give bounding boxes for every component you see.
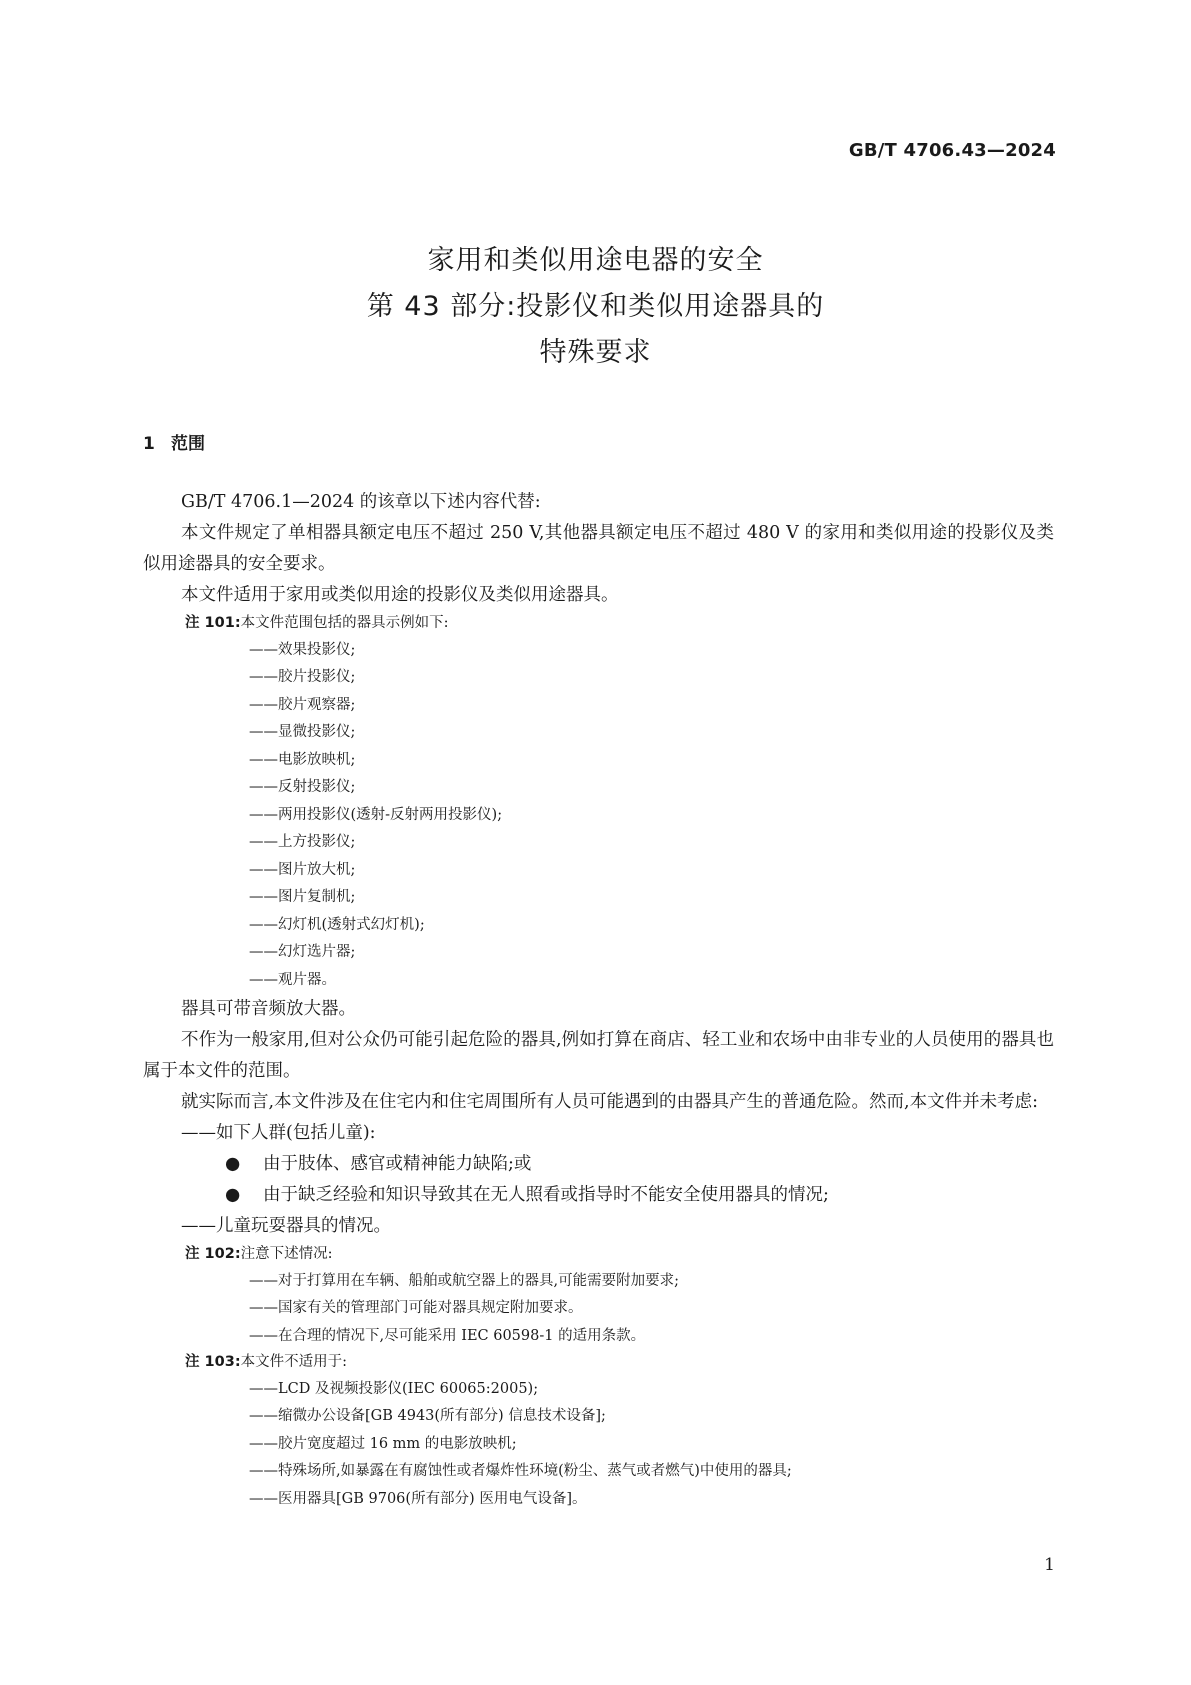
list-item: ——上方投影仪;	[249, 834, 356, 850]
bullet-icon: ●	[225, 1154, 241, 1174]
title-line-2: 第 43 部分:投影仪和类似用途器具的	[366, 291, 825, 322]
note-text: 本文件范围包括的器具示例如下:	[240, 615, 449, 631]
paragraph: 本文件规定了单相器具额定电压不超过 250 V,其他器具额定电压不超过 480 V 的家用和类似用途的投影仪及类似用途器具的安全要求。	[143, 523, 1054, 574]
note-103	[185, 1350, 1054, 1376]
standard-number: GB/T 4706.43—2024	[848, 140, 1056, 161]
note-label: 注 101:	[185, 615, 241, 631]
bullet-text: 由于缺乏经验和知识导致其在无人照看或指导时不能安全使用器具的情况;	[263, 1185, 829, 1205]
list-item: ——特殊场所,如暴露在有腐蚀性或者爆炸性环境(粉尘、蒸气或者燃气)中使用的器具;	[249, 1463, 792, 1479]
list-item: ——图片放大机;	[249, 861, 356, 878]
dash-item: ——儿童玩耍器具的情况。	[181, 1216, 391, 1236]
note-label: 注 103:	[185, 1354, 241, 1370]
list-item: ——效果投影仪;	[249, 641, 356, 658]
paragraph: 器具可带音频放大器。	[181, 999, 356, 1019]
paragraph: GB/T 4706.1—2024 的该章以下述内容代替:	[181, 492, 541, 512]
list-item: ——胶片投影仪;	[249, 669, 356, 685]
paragraph: 本文件适用于家用或类似用途的投影仪及类似用途器具。	[181, 585, 619, 605]
note-101-list	[143, 637, 1054, 995]
note-103-list	[143, 1376, 1054, 1514]
paragraph: 不作为一般家用,但对公众仍可能引起危险的器具,例如打算在商店、轻工业和农场中由非专业的人员使用的器具也属于本文件的范围。	[143, 1030, 1054, 1081]
note-label: 注 102:	[185, 1246, 241, 1262]
list-item: ——反射投影仪;	[249, 779, 356, 795]
list-item: ——医用器具[GB 9706(所有部分) 医用电气设备]。	[249, 1490, 587, 1507]
dash-item: ——如下人群(包括儿童):	[181, 1123, 376, 1143]
list-item: ——两用投影仪(透射-反射两用投影仪);	[249, 806, 503, 823]
note-102	[185, 1242, 1054, 1268]
section-title: 范围	[171, 434, 205, 454]
list-item: ——观片器。	[249, 971, 336, 988]
list-item: ——幻灯选片器;	[249, 944, 356, 960]
list-item: ——图片复制机;	[249, 889, 356, 905]
paragraph: 就实际而言,本文件涉及在住宅内和住宅周围所有人员可能遇到的由器具产生的普通危险。然而,本文件并未考虑:	[181, 1092, 1039, 1112]
bullet-item	[143, 1180, 1054, 1211]
list-item: ——胶片宽度超过 16 mm 的电影放映机;	[249, 1435, 517, 1452]
section-number: 1	[143, 434, 155, 454]
document-body	[143, 487, 1054, 1513]
note-text: 注意下述情况:	[240, 1246, 333, 1262]
title-line-3: 特殊要求	[539, 337, 652, 368]
list-item: ——国家有关的管理部门可能对器具规定附加要求。	[249, 1300, 583, 1316]
bullet-text: 由于肢体、感官或精神能力缺陷;或	[263, 1154, 532, 1174]
list-item: ——电影放映机;	[249, 751, 356, 768]
page-number: 1	[1044, 1555, 1055, 1575]
list-item: ——LCD 及视频投影仪(IEC 60065:2005);	[249, 1380, 539, 1397]
bullet-item	[143, 1149, 1054, 1180]
note-102-list	[143, 1268, 1054, 1351]
list-item: ——胶片观察器;	[249, 696, 356, 713]
note-text: 本文件不适用于:	[240, 1354, 348, 1370]
list-item: ——幻灯机(透射式幻灯机);	[249, 916, 425, 933]
list-item: ——在合理的情况下,尽可能采用 IEC 60598-1 的适用条款。	[249, 1327, 646, 1344]
list-item: ——对于打算用在车辆、船舶或航空器上的器具,可能需要附加要求;	[249, 1272, 679, 1289]
list-item: ——缩微办公设备[GB 4943(所有部分) 信息技术设备];	[249, 1408, 606, 1424]
section-heading	[143, 429, 205, 454]
list-item: ——显微投影仪;	[249, 724, 356, 740]
title-line-1: 家用和类似用途电器的安全	[427, 245, 764, 276]
document-title	[0, 238, 1191, 376]
bullet-icon: ●	[225, 1185, 241, 1205]
note-101	[185, 611, 1054, 637]
